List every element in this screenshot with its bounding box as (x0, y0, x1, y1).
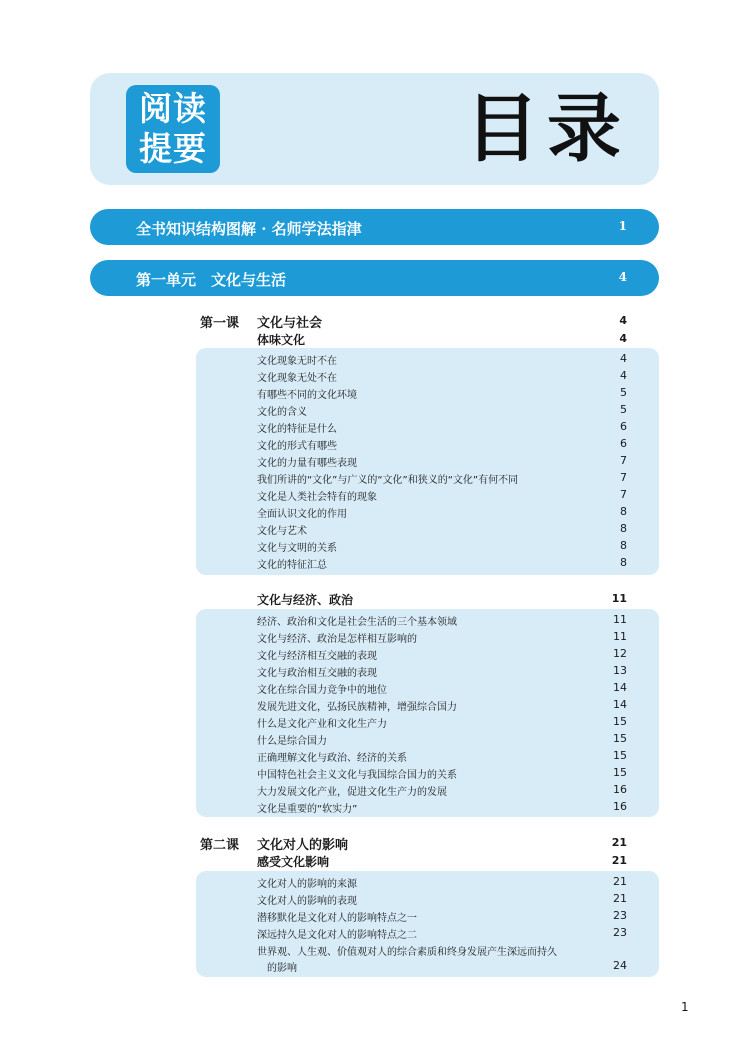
item-text: 文化的特征汇总 (257, 560, 327, 571)
lesson-2-heading[interactable] (200, 834, 627, 852)
list-item[interactable] (257, 749, 627, 766)
list-item[interactable] (257, 505, 627, 522)
list-item[interactable] (257, 681, 627, 698)
item-page: 11 (613, 613, 627, 626)
item-text: 文化是人类社会特有的现象 (257, 492, 377, 503)
item-page: 4 (620, 369, 627, 382)
section-page: 11 (611, 592, 627, 605)
list-item[interactable] (257, 630, 627, 647)
item-text: 文化与文明的关系 (257, 543, 337, 554)
item-page: 8 (620, 556, 627, 569)
list-item[interactable] (257, 783, 627, 800)
item-text: 文化对人的影响的来源 (257, 879, 357, 890)
list-item[interactable] (257, 892, 627, 909)
item-text: 正确理解文化与政治、经济的关系 (257, 753, 407, 764)
list-item[interactable] (257, 539, 627, 556)
item-page: 15 (613, 749, 627, 762)
list-item[interactable] (257, 369, 627, 386)
item-text: 文化的形式有哪些 (257, 441, 337, 452)
list-item[interactable] (257, 352, 627, 369)
list-item[interactable] (257, 454, 627, 471)
item-page: 7 (620, 454, 627, 467)
list-item[interactable] (257, 800, 627, 817)
item-text: 经济、政治和文化是社会生活的三个基本领域 (257, 617, 457, 628)
item-text: 文化与经济相互交融的表现 (257, 651, 377, 662)
lesson-number: 第一课 (200, 316, 240, 331)
item-text: 文化的力量有哪些表现 (257, 458, 357, 469)
list-item[interactable] (257, 909, 627, 926)
item-text: 发展先进文化，弘扬民族精神，增强综合国力 (257, 702, 457, 713)
list-item[interactable] (257, 698, 627, 715)
item-page: 4 (620, 352, 627, 365)
list-item[interactable] (257, 926, 627, 943)
item-page: 24 (613, 959, 627, 972)
item-page: 23 (613, 909, 627, 922)
item-page: 11 (613, 630, 627, 643)
item-page: 15 (613, 732, 627, 745)
item-page: 6 (620, 437, 627, 450)
list-item[interactable] (257, 647, 627, 664)
lesson-1-heading[interactable] (200, 312, 627, 330)
section-heading[interactable] (257, 853, 627, 871)
section-page: 21 (611, 854, 627, 867)
list-item[interactable] (257, 403, 627, 420)
item-text-continued: 的影响 (267, 963, 297, 974)
section-heading[interactable] (257, 591, 627, 609)
item-text: 全面认识文化的作用 (257, 509, 347, 520)
item-text: 什么是综合国力 (257, 736, 327, 747)
item-page: 15 (613, 715, 627, 728)
toc-header (90, 73, 659, 185)
item-text: 文化现象无时不在 (257, 356, 337, 367)
item-page: 12 (613, 647, 627, 660)
item-page: 16 (613, 783, 627, 796)
list-item[interactable] (257, 943, 627, 977)
item-text: 文化对人的影响的表现 (257, 896, 357, 907)
item-page: 21 (613, 875, 627, 888)
item-text: 中国特色社会主义文化与我国综合国力的关系 (257, 770, 457, 781)
list-item[interactable] (257, 471, 627, 488)
item-text: 潜移默化是文化对人的影响特点之一 (257, 913, 417, 924)
item-page: 13 (613, 664, 627, 677)
item-page: 8 (620, 505, 627, 518)
item-page: 8 (620, 539, 627, 552)
list-item[interactable] (257, 556, 627, 573)
section-name: 感受文化影响 (257, 855, 330, 869)
lesson-number: 第二课 (200, 838, 240, 853)
list-item[interactable] (257, 522, 627, 539)
section-name: 体味文化 (257, 333, 306, 347)
item-text: 我们所讲的“文化”与广义的“文化”和狭义的“文化”有何不同 (257, 475, 519, 486)
list-item[interactable] (257, 488, 627, 505)
section-page: 4 (619, 332, 627, 345)
bar-label: 全书知识结构图解 · 名师学法指津 (136, 220, 362, 238)
item-text: 文化与经济、政治是怎样相互影响的 (257, 634, 417, 645)
item-page: 14 (613, 681, 627, 694)
item-text: 文化与艺术 (257, 526, 307, 537)
item-text: 大力发展文化产业，促进文化生产力的发展 (257, 787, 447, 798)
list-item[interactable] (257, 386, 627, 403)
list-item[interactable] (257, 437, 627, 454)
toc-bar-overview[interactable] (90, 209, 659, 245)
badge-line-1: 阅读 (139, 89, 207, 128)
list-item[interactable] (257, 766, 627, 783)
list-item[interactable] (257, 420, 627, 437)
section-heading[interactable] (257, 331, 627, 349)
item-text: 文化在综合国力竞争中的地位 (257, 685, 387, 696)
item-page: 14 (613, 698, 627, 711)
lesson-page: 21 (611, 836, 627, 849)
section-name: 文化与经济、政治 (257, 593, 354, 607)
item-page: 5 (620, 386, 627, 399)
lesson-page: 4 (619, 314, 627, 327)
badge-line-2: 提要 (139, 129, 207, 168)
bar-page: 4 (618, 270, 627, 284)
item-page: 7 (620, 488, 627, 501)
list-item[interactable] (257, 664, 627, 681)
reading-guide-badge (126, 85, 220, 173)
item-text: 什么是文化产业和文化生产力 (257, 719, 387, 730)
item-text: 文化的特征是什么 (257, 424, 337, 435)
list-item[interactable] (257, 732, 627, 749)
item-text: 文化与政治相互交融的表现 (257, 668, 377, 679)
page-title: 目录 (465, 86, 629, 172)
item-page: 5 (620, 403, 627, 416)
bar-page: 1 (618, 219, 627, 233)
item-text: 有哪些不同的文化环境 (257, 390, 357, 401)
item-page: 8 (620, 522, 627, 535)
lesson-name: 文化与社会 (257, 316, 323, 331)
bar-label: 第一单元 文化与生活 (136, 271, 287, 289)
list-item[interactable] (257, 875, 627, 892)
lesson-name: 文化对人的影响 (257, 838, 349, 853)
item-text: 世界观、人生观、价值观对人的综合素质和终身发展产生深远而持久 (257, 947, 557, 958)
toc-bar-unit-1[interactable] (90, 260, 659, 296)
item-text: 文化现象无处不在 (257, 373, 337, 384)
item-page: 16 (613, 800, 627, 813)
item-text: 文化的含义 (257, 407, 307, 418)
item-page: 23 (613, 926, 627, 939)
list-item[interactable] (257, 613, 627, 630)
item-text: 文化是重要的“软实力” (257, 804, 358, 815)
item-page: 7 (620, 471, 627, 484)
item-text: 深远持久是文化对人的影响特点之二 (257, 930, 417, 941)
item-page: 21 (613, 892, 627, 905)
page-number: 1 (681, 1000, 689, 1014)
item-page: 6 (620, 420, 627, 433)
list-item[interactable] (257, 715, 627, 732)
item-page: 15 (613, 766, 627, 779)
